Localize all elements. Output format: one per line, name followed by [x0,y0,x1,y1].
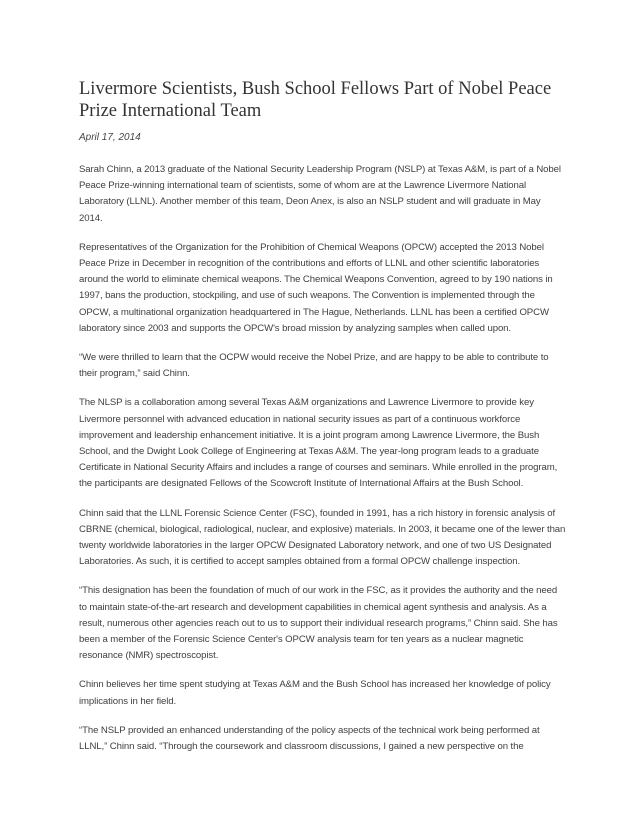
article-paragraph: Chinn said that the LLNL Forensic Science Center (FSC), founded in 1991, has a rich history in forensic analysis of CBRNE (chemical, biological, radiological, nuclear, and explosive) materials. In 2003, it became one of the lewer than twenty worldwide laboratories in the larger OPCW Designated Laboratory network, and one of two US Designated Laboratories. As such, it is certified to accept samples obtained from a formal OPCW challenge inspection. [79,507,566,568]
article-paragraph: “This designation has been the foundation of much of our work in the FSC, as it provides the authority and the need to maintain state-of-the-art research and development capabilities in chemical agent synthesis and analysis. As a result, numerous other agencies reach out to us to support their individual research programs,” Chinn said. She has been a member of the Forensic Science Center's OPCW analysis team for ten years as a nuclear magnetic resonance (NMR) spectroscopist. [79,585,558,662]
article-paragraph: Representatives of the Organization for the Prohibition of Chemical Weapons (OPCW) accepted the 2013 Nobel Peace Prize in December in recognition of the contributions and efforts of LLNL and other scientific laboratories around the world to eliminate chemical weapons. The Chemical Weapons Convention, agreed to by 190 nations in 1997, bans the production, stockpiling, and use of such weapons. The Convention is implemented through the OPCW, a multinational organization headquartered in The Hague, Netherlands. LLNL has been a certified OPCW laboratory since 2003 and supports the OPCW's broad mission by analyzing samples when called upon. [79,241,553,334]
article-paragraph: The NLSP is a collaboration among several Texas A&M organizations and Lawrence Livermore to provide key Livermore personnel with advanced education in national security issues as part of a continuous workforce improvement and leadership enhancement initiative. It is a joint program among Lawrence Livermore, the Bush School, and the Dwight Look College of Engineering at Texas A&M. The year-long program leads to a graduate Certificate in National Security Affairs and includes a range of courses and seminars. While enrolled in the program, the participants are designated Fellows of the Scowcroft Institute of International Affairs at the Bush School. [79,397,558,490]
article-paragraph: “The NSLP provided an enhanced understanding of the policy aspects of the technical work being performed at LLNL,” Chinn said. “Through the coursework and classroom discussions, I gained a new perspective on the [79,724,540,753]
article-date: April 17, 2014 [79,132,141,143]
article-paragraph: Chinn believes her time spent studying at Texas A&M and the Bush School has increased her knowledge of policy implications in her field. [79,679,551,707]
article-paragraph: “We were thrilled to learn that the OCPW would receive the Nobel Prize, and are happy to be able to contribute to their program,” said Chinn. [79,352,549,380]
article-paragraph: Sarah Chinn, a 2013 graduate of the National Security Leadership Program (NSLP) at Texas A&M, is part of a Nobel Peace Prize-winning international team of scientists, some of whom are at the Lawrence Livermore National Laboratory (LLNL). Another member of this team, Deon Anex, is also an NSLP student and will graduate in May 2014. [79,164,561,224]
article-title: Livermore Scientists, Bush School Fellows Part of Nobel Peace Prize International Team [79,79,552,121]
